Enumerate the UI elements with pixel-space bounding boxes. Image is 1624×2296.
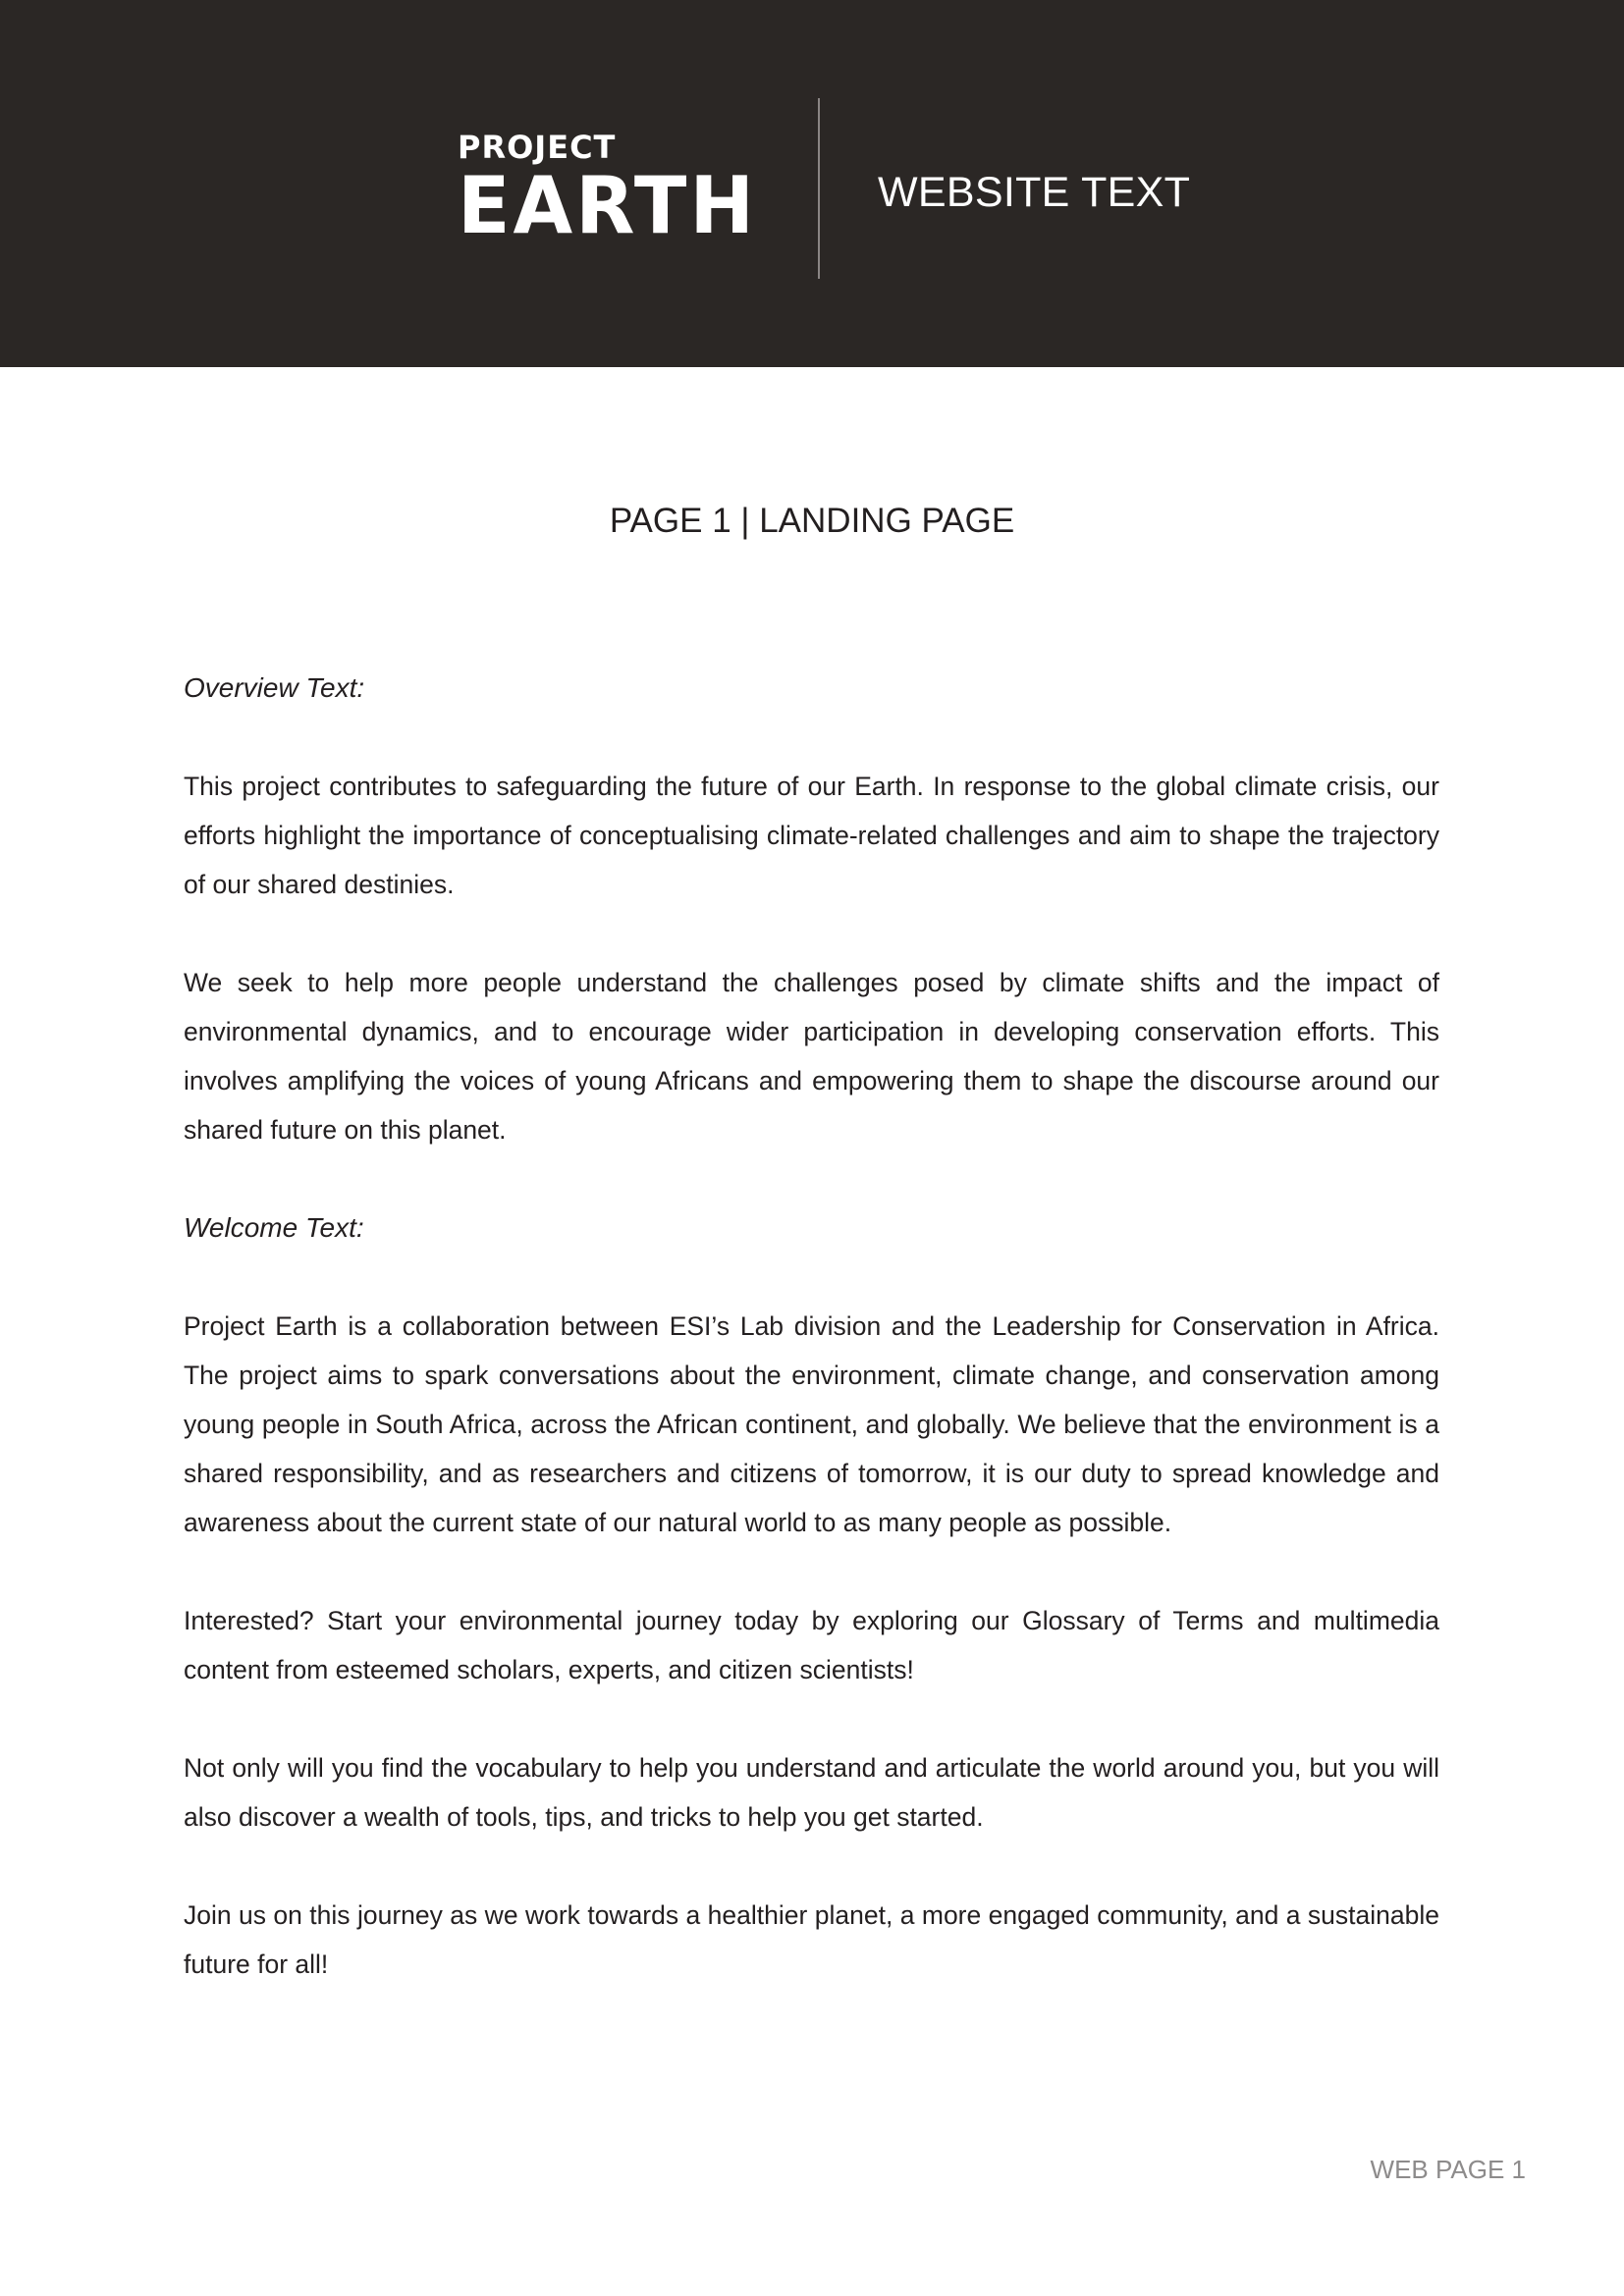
project-earth-logo <box>458 129 763 251</box>
document-body <box>184 664 1439 2038</box>
logo-line-project: PROJECT <box>458 129 617 166</box>
welcome-heading: Welcome Text: <box>184 1212 364 1243</box>
welcome-paragraph: Project Earth is a collaboration between ESI’s Lab division and the Leadership for Conservation in Africa. The project aims to spark conversations about the environment, climate change, and conservation among young people in South Africa, across the African continent, and globally. We believe that the environment is a shared responsibility, and as researchers and citizens of tomorrow, it is our duty to spread knowledge and awareness about the current state of our natural world to as many people as possible. <box>184 1311 1439 1537</box>
page-title: PAGE 1 | LANDING PAGE <box>609 502 1015 540</box>
footer-page-label: WEB PAGE 1 <box>1370 2155 1526 2184</box>
overview-paragraph: This project contributes to safeguarding the future of our Earth. In response to the global climate crisis, our efforts highlight the importance of conceptualising climate-related challenges and aim to shape the trajectory of our shared destinies. <box>184 772 1439 899</box>
welcome-paragraph: Not only will you find the vocabulary to help you understand and articulate the world around you, but you will also discover a wealth of tools, tips, and tricks to help you get started. <box>184 1753 1439 1832</box>
overview-section <box>184 664 1439 1154</box>
logo-line-earth: EARTH <box>458 160 757 251</box>
header-divider <box>818 98 820 279</box>
header-title: WEBSITE TEXT <box>878 169 1191 216</box>
welcome-paragraph: Join us on this journey as we work towards a healthier planet, a more engaged community, and a sustainable future for all! <box>184 1900 1439 1979</box>
overview-paragraph: We seek to help more people understand the challenges posed by climate shifts and the impact of environmental dynamics, and to encourage wider participation in developing conservation efforts. This involves amplifying the voices of young Africans and empowering them to shape the discourse around our shared future on this planet. <box>184 968 1439 1145</box>
header-banner <box>0 0 1624 367</box>
overview-heading: Overview Text: <box>184 672 365 703</box>
welcome-section <box>184 1203 1439 1989</box>
welcome-paragraph: Interested? Start your environmental journey today by exploring our Glossary of Terms and multimedia content from esteemed scholars, experts, and citizen scientists! <box>184 1606 1439 1684</box>
